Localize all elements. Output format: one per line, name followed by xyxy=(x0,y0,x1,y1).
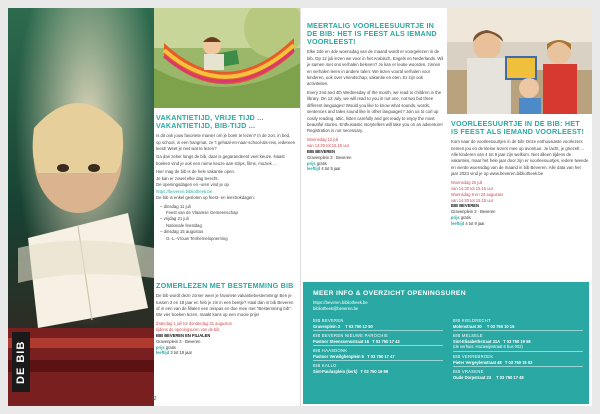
price: gratis xyxy=(316,160,327,166)
article-summer-reading xyxy=(156,282,296,356)
location-haasdonk: BIB HAASDONK Pastoor Verwilghenplein 5 T 03 750 17 47 xyxy=(313,348,395,359)
article-multilingual-storytime xyxy=(307,22,445,172)
location-kallo: BIB KALLO Sint-Paulusplein (kerk) T 03 750 16 99 xyxy=(313,363,389,374)
closure-item-name: O.-L.-Vrouw Tenhemelopneming xyxy=(166,235,228,241)
event-time: van 14.30 tot 15.15 uur xyxy=(307,142,350,148)
page-number: 72 xyxy=(151,396,157,402)
article-summer-reading-title: ZOMERLEZEN MET BESTEMMING BIB xyxy=(156,281,294,290)
location-melsele: BIB MELSELE Sint-Elisabethstraat 31A T 03 750 19 56 (de verhuis: Hazawijnstraat 6 bus 002) xyxy=(453,333,531,350)
paragraph: Is dit ook jouw favoriete manier om je boek te lezen? In de zon, in bed, op school, in een hangmat, ze 't gehaal-en-naar-school-als-reis, iedereen leest! Weet je niet wat te lezen? xyxy=(156,133,296,151)
price-label: prijs xyxy=(451,215,460,221)
closure-item: – vrijdag 21 juli xyxy=(160,216,189,222)
location-verrebroek: BIB VERREBROEK Pieter Vergeylenstraat 48 T 03 750 15 02 xyxy=(453,354,533,365)
paragraph: Kom naar de voorleesuurtjes in de bib! Onze enthousiaste voorlezers nemen jou en de kleine lezers mee op avontuur. Je lacht, je griezelt ... Alle kinderen van 4 tot 9 jaar zijn welkom. Niet alleen tijdens de vakanties, maar het hele jaar door zijn er voorleesuurtjes, iedere tweede en vierde woensdag van de maand in bib Beveren. Alle data van het jaar 2023 vind je op www.beveren.bibliotheek.be xyxy=(451,139,589,177)
price: gratis xyxy=(165,344,176,350)
paragraph: De openingsdagen en -uren vind je op xyxy=(156,182,229,188)
photo-hammock-reading xyxy=(154,8,300,108)
venue-name: BIB BEVEREN xyxy=(307,148,335,154)
section-tab: DE BIB xyxy=(12,332,30,392)
article-storytime-title: VOORLEESUURTJE IN DE BIB: HET IS FEEST ALS IEMAND VOORLEEST! xyxy=(451,119,585,137)
website-link[interactable]: https://beveren.bibliotheek.be xyxy=(156,188,213,194)
event-date-2: Woensdag 9 en 23 augustus xyxy=(451,191,504,197)
closure-item-name: Feest van de Vlaamse Gemeenschap xyxy=(166,209,238,215)
closure-item: – dinsdag 15 augustus xyxy=(160,229,204,235)
info-box xyxy=(303,282,589,404)
age-label: leeftijd xyxy=(156,350,170,356)
article-storytime xyxy=(451,120,589,227)
left-page xyxy=(8,8,300,406)
paragraph: Je kan er zowel elke dag terecht. xyxy=(156,175,219,181)
paragraph: Hier mag de bib is de hele vakantie open. xyxy=(156,169,236,175)
event-date: Woensdag 26 juli xyxy=(451,179,483,185)
price-label: prijs xyxy=(307,160,316,166)
age: 4 tot 9 jaar xyxy=(321,166,341,172)
event-time-2: van 14.30 tot 15.15 uur xyxy=(451,197,494,203)
closure-item-name: Nationale feestdag xyxy=(166,222,202,228)
age-label: leeftijd xyxy=(451,221,465,227)
article-multilingual-title: MEERTALIG VOORLEESUURTJE IN DE BIB: HET IS FEEST ALS IEMAND VOORLEEST! xyxy=(307,21,437,47)
venue-address: Gravenplein 3 · Beveren xyxy=(156,338,201,344)
closure-item: – dinsdag 11 juli xyxy=(160,203,191,209)
venue-name: BIB BEVEREN xyxy=(451,203,479,209)
paragraph: De bib is enkel gesloten op feest- en leestrokdagen: xyxy=(156,195,255,201)
age-label: leeftijd xyxy=(307,166,321,172)
event-time: van 14.30 tot 15.15 uur xyxy=(451,185,494,191)
venue-address: Gravenplein 3 · Beveren xyxy=(307,154,352,160)
event-dates: Zaterdag 1 juli tot donderdag 31 augustus xyxy=(156,320,232,326)
price-label: prijs xyxy=(156,344,165,350)
price: gratis xyxy=(460,215,471,221)
paragraph: Elke 2de en 4de woensdag van de maand wordt er voorgelezen in de bib. Op 12 juli lezen we voor in het Arabisch, Engels en Nederlands. Wil je samen met ons verhalen beleven? Je kan er leuke woorden, zinnen en verhalen leren in andere talen. We lezen vooral verhalen voor kinderen, ook over vriendschap, vakantie en eten. Er zijn ook activiteiten. xyxy=(307,49,444,87)
paragraph: De bib wordt deze zomer weer je favoriete vakantiebestemming! Ben je tussen 3 en 18 jaar en heb je zin in een beetje? Haal dan in bib Beveren of in een van de filialen een reispas en doe mee met "Bestemming bib". We vier boeken lezen, maakt kans op een mooie prijs! xyxy=(156,293,294,318)
paragraph: Every 2nd and 4th Wednesday of the month, we read to children in the library. On 12 July, we will read to you in not one, not two but three different languages! Would you like to know what sounds, words, sentences and tales sound like in other languages? Join us to curl up cosily reading, attic, listen carefully and get ready to enjoy the most beautiful stories. Enthusiastic storytellers will take you on an adventure! Registration is not necessary. xyxy=(307,89,443,134)
article-holiday-title: VAKANTIETIJD, VRIJE TIJD ... VAKANTIETIJD, BIB-TIJD ... xyxy=(156,113,264,131)
magazine-spread xyxy=(8,8,592,406)
photo-storytime xyxy=(447,8,592,114)
right-page xyxy=(300,8,592,406)
paragraph: Ga dan zeker langs de bib, daar is gegarandeerd veel keuze. Naast boeken vind je ook een ruime keuze aan strips, films, muziek ... xyxy=(156,154,285,166)
article-holiday xyxy=(156,114,296,242)
age: 4 tot 9 jaar xyxy=(465,221,485,227)
location-nieuwe-parochie: BIB BEVEREN NIEUWE PAROCHIE Pastoor Steenssensstraat 16 T 03 750 17 43 xyxy=(313,333,400,344)
location-vrasene: BIB VRASENE Oude Dorpstraat 23 T 03 750 17 48 xyxy=(453,369,524,380)
venue-address: Gravenplein 3 · Beveren xyxy=(451,209,496,215)
age: 3 tot 18 jaar xyxy=(170,350,192,356)
event-times: tijdens de openingsuren van de bib xyxy=(156,326,220,332)
closure-list xyxy=(156,204,296,243)
info-website-link[interactable]: https://beveren.bibliotheek.be xyxy=(313,300,368,305)
venue-name: BIB BEVEREN EN FILIALEN xyxy=(156,332,211,338)
event-date: Woensdag 12 juli xyxy=(307,136,339,142)
info-email-link[interactable]: bibliotheek@beveren.be xyxy=(313,306,359,311)
location-beveren: BIB BEVEREN Gravenplein 3 T 03 750 12 50 xyxy=(313,318,373,329)
location-kieldrecht: BIB KIELDRECHT Molenstraat 30 T 03 750 10 15 xyxy=(453,318,515,329)
info-box-title: MEER INFO & OVERZICHT OPENINGSUREN xyxy=(313,290,466,297)
